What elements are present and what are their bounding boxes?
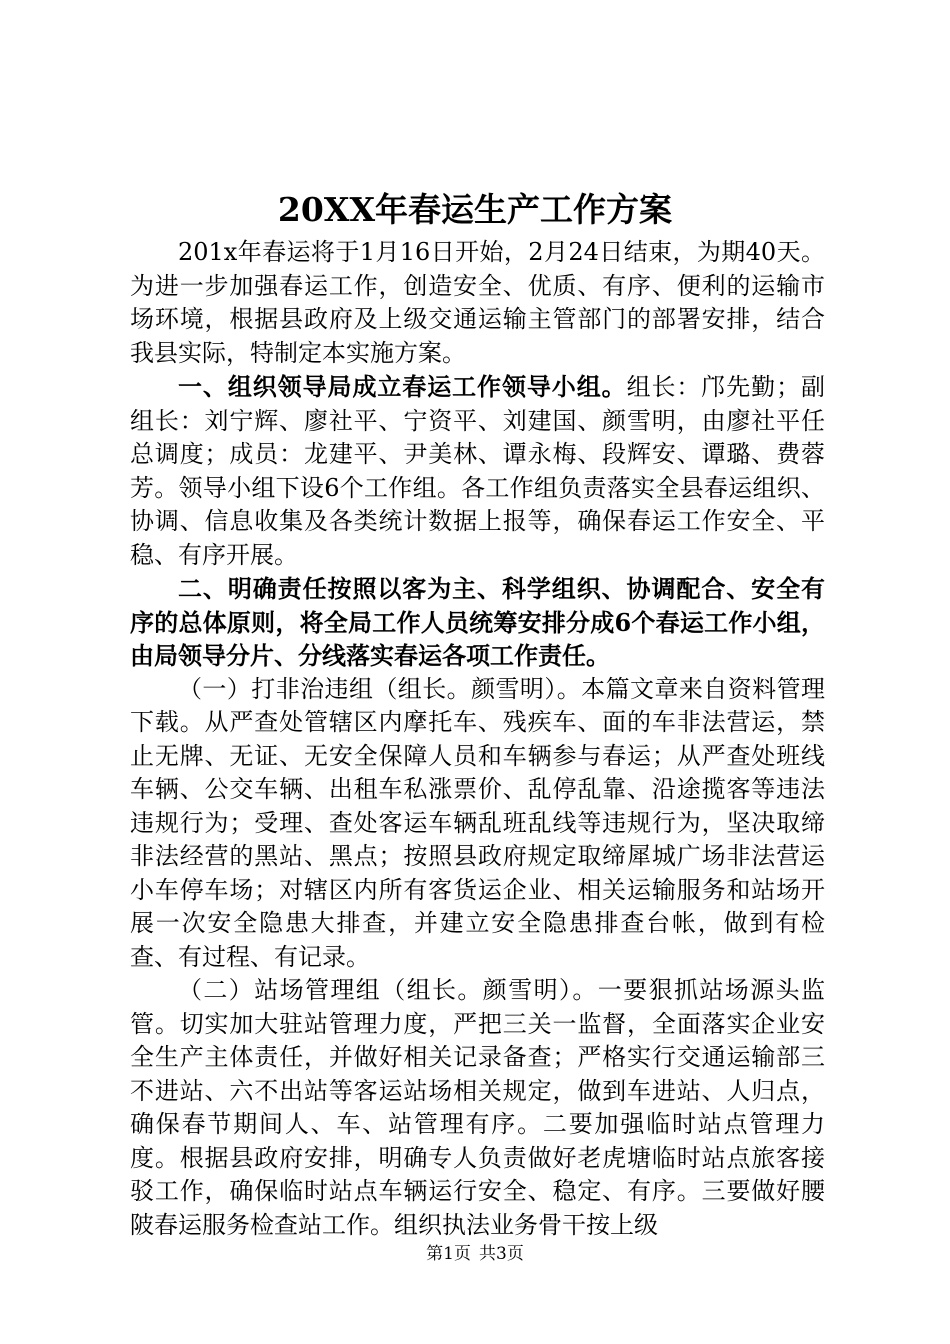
group-2-paragraph: （二）站场管理组（组长。颜雪明）。一要狠抓站场源头监管。切实加大驻站管理力度，严把三关一监督，全面落实企业安全生产主体责任，并做好相关记录备查；严格实行交通运输部三不进站、六不出站等客运站场相关规定，做到车进站、人归点，确保春节期间人、车、站管理有序。二要加强临时站点管理力度。根据县政府安排，明确专人负责做好老虎塘临时站点旅客接驳工作，确保临时站点车辆运行安全、稳定、有序。三要做好腰陂春运服务检查站工作。组织执法业务骨干按上级 [130, 976, 825, 1239]
page-total: 共3页 [479, 1244, 524, 1264]
document-body [130, 236, 825, 1242]
section-2-paragraph: 二、明确责任按照以客为主、科学组织、协调配合、安全有序的总体原则，将全局工作人员统筹安排分成6个春运工作小组，由局领导分片、分线落实春运各项工作责任。 [130, 574, 825, 670]
section-1-text: 组长：邝先勤；副组长：刘宁辉、廖社平、宁资平、刘建国、颜雪明，由廖社平任总调度；成员：龙建平、尹美林、谭永梅、段辉安、谭璐、费蓉芳。领导小组下设6个工作组。各工作组负责落实全县春运组织、协调、信息收集及各类统计数据上报等，确保春运工作安全、平稳、有序开展。 [130, 373, 826, 569]
page-footer [0, 1242, 950, 1266]
section-1-paragraph [130, 370, 825, 572]
group-1-paragraph: （一）打非治违组（组长。颜雪明）。本篇文章来自资料管理下载。从严查处管辖区内摩托车、残疾车、面的车非法营运，禁止无牌、无证、无安全保障人员和车辆参与春运；从严查处班线车辆、公交车辆、出租车私涨票价、乱停乱靠、沿途揽客等违法违规行为；受理、查处客运车辆乱班乱线等违规行为，坚决取缔非法经营的黑站、黑点；按照县政府规定取缔犀城广场非法营运小车停车场；对辖区内所有客货运企业、相关运输服务和站场开展一次安全隐患大排查，并建立安全隐患排查台帐，做到有检查、有过程、有记录。 [130, 674, 825, 971]
document-title: 20XX年春运生产工作方案 [277, 190, 673, 229]
page-number: 第1页 [426, 1244, 471, 1264]
intro-paragraph: 201x年春运将于1月16日开始，2月24日结束，为期40天。为进一步加强春运工作，创造安全、优质、有序、便利的运输市场环境，根据县政府及上级交通运输主管部门的部署安排，结合我县实际，特制定本实施方案。 [130, 238, 825, 367]
section-1-heading: 一、组织领导局成立春运工作领导小组。 [178, 372, 627, 401]
